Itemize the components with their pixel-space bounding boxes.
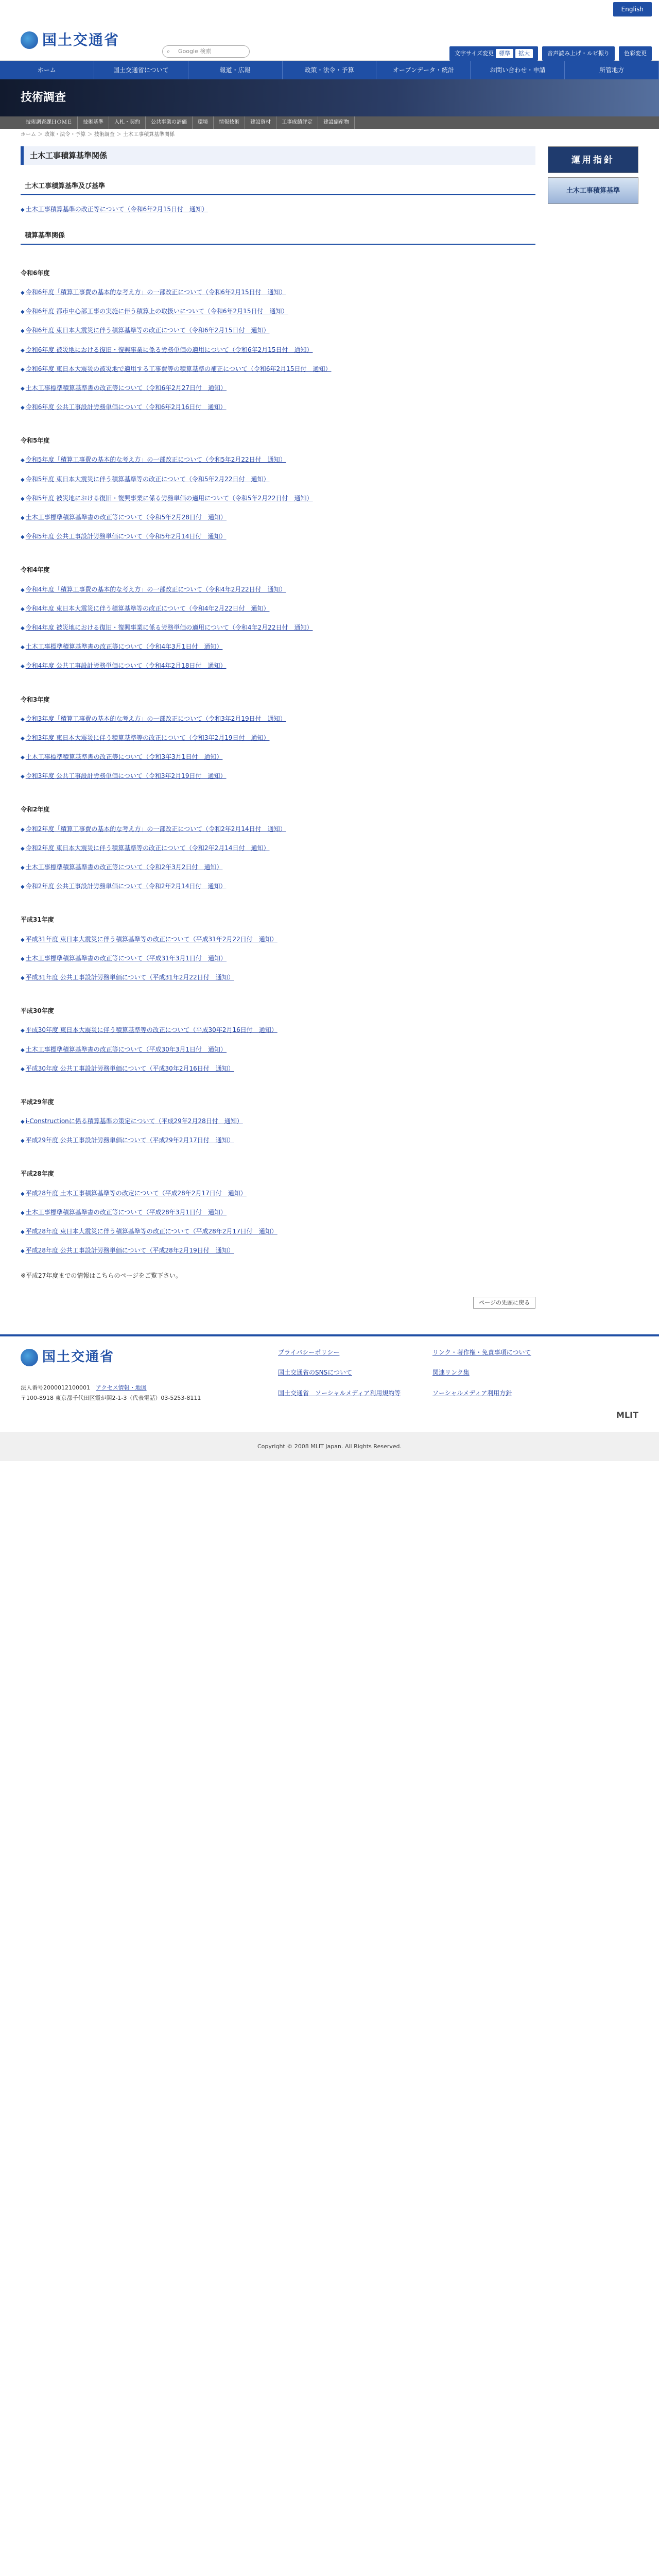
- link-text[interactable]: 平成30年度 公共工事設計労務単価について（平成30年2月16日付 通知）: [25, 1064, 234, 1072]
- document-link[interactable]: [21, 862, 535, 872]
- document-link[interactable]: [21, 935, 535, 944]
- document-link[interactable]: [21, 1136, 535, 1145]
- document-link[interactable]: [21, 364, 535, 374]
- document-link[interactable]: [21, 1246, 535, 1256]
- subnav-item[interactable]: 建設副産物: [318, 116, 355, 129]
- header-tools: [449, 46, 652, 61]
- site-header: [0, 20, 659, 61]
- document-link[interactable]: [21, 771, 535, 781]
- link-text[interactable]: 土木工事標準積算基準書の改正等について（令和2年3月2日付 通知）: [25, 863, 223, 871]
- main-content: [21, 141, 535, 1324]
- color-change-button[interactable]: 色彩変更: [619, 46, 652, 61]
- logo-text: 国土交通省: [42, 31, 120, 48]
- document-link[interactable]: [21, 661, 535, 671]
- sidebar: [548, 141, 638, 1324]
- footer-link[interactable]: プライバシーポリシー: [278, 1349, 340, 1357]
- document-link[interactable]: [21, 1064, 535, 1074]
- link-text[interactable]: 令和2年度 東日本大震災に伴う積算基準等の改正について（令和2年2月14日付 通知）: [25, 844, 270, 852]
- globalnav-item[interactable]: お問い合わせ・申請: [471, 61, 565, 79]
- document-link[interactable]: [21, 1189, 535, 1198]
- footer-address: [21, 1383, 201, 1403]
- section-heading: 積算基準関係: [21, 229, 535, 245]
- link-text[interactable]: 土木工事標準積算基準書の改正等について（平成30年3月1日付 通知）: [25, 1045, 227, 1053]
- year-heading: 令和2年度: [21, 806, 50, 814]
- document-link[interactable]: [21, 1208, 535, 1217]
- footer-logo-text: 国土交通省: [42, 1349, 115, 1365]
- link-text[interactable]: 令和6年度 東日本大震災の被災地で適用する工事費等の積算基準の補正について（令和6年2月15日付 通知）: [25, 365, 332, 372]
- link-text[interactable]: 令和5年度 公共工事設計労務単価について（令和5年2月14日付 通知）: [25, 533, 227, 540]
- globalnav-item[interactable]: 所管地方: [565, 61, 659, 79]
- document-link[interactable]: [21, 1116, 535, 1126]
- link-text[interactable]: 令和5年度「積算工事費の基本的な考え方」の一部改正について（令和5年2月22日付 通知）: [25, 456, 286, 464]
- document-link[interactable]: [21, 513, 535, 522]
- link-text[interactable]: 令和2年度「積算工事費の基本的な考え方」の一部改正について（令和2年2月14日付 通知）: [25, 825, 286, 833]
- sidebar-banner[interactable]: 土木工事積算基準: [548, 177, 638, 204]
- document-link[interactable]: [21, 623, 535, 633]
- access-link[interactable]: アクセス情報・地図: [95, 1384, 147, 1392]
- content-wrapper: [0, 141, 659, 1324]
- document-link[interactable]: [21, 714, 535, 724]
- subnav-item[interactable]: 環境: [193, 116, 214, 129]
- link-text[interactable]: 令和3年度「積算工事費の基本的な考え方」の一部改正について（令和3年2月19日付 通知）: [25, 715, 286, 722]
- document-link[interactable]: [21, 494, 535, 503]
- subnav-item[interactable]: 公共事業の評価: [146, 116, 193, 129]
- document-link[interactable]: [21, 345, 535, 355]
- globalnav-item[interactable]: 報道・広報: [188, 61, 283, 79]
- search-placeholder: Google 検索: [178, 48, 212, 55]
- link-text[interactable]: 令和5年度 被災地における復旧・復興事業に係る労務単価の適用について（令和5年2月22日付 通知）: [25, 494, 313, 502]
- link-text[interactable]: 令和2年度 公共工事設計労務単価について（令和2年2月14日付 通知）: [25, 883, 227, 890]
- subnav-item[interactable]: 入札・契約: [109, 116, 146, 129]
- search-icon: ⌕: [167, 48, 170, 55]
- document-link[interactable]: [21, 532, 535, 541]
- link-text[interactable]: 土木工事積算基準の改正等について（令和6年2月15日付 通知）: [25, 205, 209, 213]
- year-heading: 令和3年度: [21, 696, 50, 703]
- footer-link[interactable]: 国土交通省 ソーシャルメディア利用規約等: [278, 1389, 401, 1397]
- mlit-emblem-icon: [21, 31, 38, 49]
- link-text[interactable]: 平成28年度 公共工事設計労務単価について（平成28年2月19日付 通知）: [25, 1247, 234, 1255]
- global-nav: [0, 61, 659, 79]
- subnav-item[interactable]: 技術基準: [78, 116, 109, 129]
- link-text[interactable]: 土木工事標準積算基準書の改正等について（令和5年2月28日付 通知）: [25, 514, 227, 521]
- document-link[interactable]: [21, 585, 535, 595]
- font-size-control: [449, 46, 538, 61]
- year-heading: 平成28年度: [21, 1170, 54, 1178]
- copyright: Copyright © 2008 MLIT Japan. All Rights Reserved.: [0, 1432, 659, 1461]
- document-link[interactable]: [21, 326, 535, 335]
- document-link[interactable]: [21, 287, 535, 297]
- subnav-item[interactable]: 建設資材: [245, 116, 276, 129]
- search-input[interactable]: [162, 45, 250, 58]
- link-text[interactable]: 令和3年度 公共工事設計労務単価について（令和3年2月19日付 通知）: [25, 772, 227, 780]
- link-text[interactable]: 令和4年度 東日本大震災に伴う積算基準等の改正について（令和4年2月22日付 通知）: [25, 604, 270, 612]
- page-title: 土木工事積算基準関係: [21, 146, 535, 165]
- corp-number: 法人番号2000012100001: [21, 1384, 90, 1392]
- document-link[interactable]: [21, 604, 535, 614]
- site-logo[interactable]: [21, 20, 119, 61]
- back-to-top-button[interactable]: ページの先頭に戻る: [473, 1297, 535, 1309]
- link-text[interactable]: 令和4年度 被災地における復旧・復興事業に係る労務単価の適用について（令和4年2月22日付 通知）: [25, 623, 313, 631]
- link-text[interactable]: 令和4年度 公共工事設計労務単価について（令和4年2月18日付 通知）: [25, 662, 227, 670]
- breadcrumb: ホーム ＞ 政策・法令・予算 ＞ 技術調査 ＞ 土木工事積算基準関係: [21, 132, 175, 138]
- document-link[interactable]: [21, 1025, 535, 1035]
- year-heading: 平成30年度: [21, 1007, 54, 1015]
- document-link[interactable]: [21, 307, 535, 316]
- globalnav-item[interactable]: ホーム: [0, 61, 94, 79]
- top-bar: [0, 0, 659, 20]
- document-link[interactable]: [21, 402, 535, 412]
- year-heading: 令和4年度: [21, 566, 50, 574]
- footer-link[interactable]: リンク・著作権・免責事項について: [432, 1349, 531, 1357]
- document-link[interactable]: [21, 455, 535, 465]
- link-text[interactable]: 令和6年度「積算工事費の基本的な考え方」の一部改正について（令和6年2月15日付 通知）: [25, 288, 286, 296]
- mlit-emblem-icon: [21, 1349, 38, 1366]
- footer-link[interactable]: ソーシャルメディア利用方針: [432, 1389, 512, 1397]
- footer-link[interactable]: 国土交通省のSNSについて: [278, 1369, 352, 1377]
- globalnav-item[interactable]: オープンデータ・統計: [376, 61, 471, 79]
- mlit-mark: MLIT: [616, 1410, 638, 1420]
- link-text[interactable]: 平成28年度 東日本大震災に伴う積算基準等の改正について（平成28年2月17日付 通知）: [25, 1228, 278, 1235]
- document-link[interactable]: [21, 642, 535, 652]
- year-heading: 平成29年度: [21, 1098, 54, 1106]
- document-link[interactable]: [21, 733, 535, 743]
- footer-links: [278, 1348, 587, 1398]
- link-text[interactable]: 平成31年度 東日本大震災に伴う積算基準等の改正について（平成31年2月22日付 通知）: [25, 935, 278, 943]
- document-link[interactable]: [21, 383, 535, 393]
- link-text[interactable]: 令和4年度「積算工事費の基本的な考え方」の一部改正について（令和4年2月22日付 通知）: [25, 585, 286, 593]
- link-text[interactable]: 平成31年度 公共工事設計労務単価について（平成31年2月22日付 通知）: [25, 973, 234, 981]
- sub-nav: [0, 116, 659, 129]
- link-text[interactable]: 土木工事標準積算基準書の改正等について（令和3年3月1日付 通知）: [25, 753, 223, 761]
- year-heading: 平成31年度: [21, 916, 54, 924]
- document-link[interactable]: [21, 205, 535, 214]
- document-link[interactable]: [21, 973, 535, 982]
- globalnav-item[interactable]: 国土交通省について: [94, 61, 188, 79]
- link-text[interactable]: 令和6年度 東日本大震災に伴う積算基準等の改正について（令和6年2月15日付 通知）: [25, 327, 270, 334]
- link-text[interactable]: 土木工事標準積算基準書の改正等について（平成28年3月1日付 通知）: [25, 1208, 227, 1216]
- document-link[interactable]: [21, 843, 535, 853]
- document-link[interactable]: [21, 954, 535, 963]
- section-heading: 土木工事積算基準及び基準: [21, 179, 535, 195]
- year-heading: 令和6年度: [21, 269, 50, 277]
- site-footer: [0, 1334, 659, 1432]
- footer-link[interactable]: 関連リンク集: [432, 1369, 470, 1377]
- year-list: [21, 268, 535, 1256]
- link-text[interactable]: 平成29年度 公共工事設計労務単価について（平成29年2月17日付 通知）: [25, 1137, 234, 1144]
- link-text[interactable]: 土木工事標準積算基準書の改正等について（平成31年3月1日付 通知）: [25, 954, 227, 962]
- address-text: 〒100-8918 東京都千代田区霞が関2-1-3（代表電話）03-5253-8111: [21, 1394, 201, 1401]
- english-button[interactable]: English: [613, 2, 652, 16]
- document-link[interactable]: [21, 824, 535, 834]
- document-link[interactable]: [21, 1227, 535, 1236]
- link-text[interactable]: 土木工事標準積算基準書の改正等について（令和4年3月1日付 通知）: [25, 643, 223, 651]
- link-text[interactable]: 令和6年度 公共工事設計労務単価について（令和6年2月16日付 通知）: [25, 403, 227, 411]
- link-text[interactable]: i-Constructionに係る積算基準の策定について（平成29年2月28日付 通知）: [25, 1117, 243, 1125]
- archive-note: ※平成27年度までの情報はこちらのページをご覧下さい。: [21, 1272, 182, 1280]
- footer-logo[interactable]: [21, 1347, 114, 1368]
- document-link[interactable]: [21, 752, 535, 762]
- link-text[interactable]: 令和5年度 東日本大震災に伴う積算基準等の改正について（令和5年2月22日付 通知）: [25, 475, 270, 483]
- link-text[interactable]: 令和6年度 被災地における復旧・復興事業に係る労務単価の適用について（令和6年2月15日付 通知）: [25, 346, 313, 353]
- font-standard-button[interactable]: 標準: [496, 49, 513, 58]
- font-large-button[interactable]: 拡大: [515, 49, 533, 58]
- sidebar-banner[interactable]: 運用指針: [548, 146, 638, 173]
- back-to-top: [21, 1297, 535, 1309]
- link-text[interactable]: 令和3年度 東日本大震災に伴う積算基準等の改正について（令和3年2月19日付 通知）: [25, 734, 270, 741]
- year-heading: 令和5年度: [21, 437, 50, 445]
- document-link[interactable]: [21, 882, 535, 891]
- section-banner: 技術調査: [0, 79, 659, 116]
- globalnav-item[interactable]: 政策・法令・予算: [283, 61, 377, 79]
- subnav-item[interactable]: 情報技術: [214, 116, 245, 129]
- document-link[interactable]: [21, 1045, 535, 1055]
- font-size-label: 文字サイズ変更: [454, 50, 494, 57]
- link-text[interactable]: 令和6年度 都市中心部工事の実施に伴う積算上の取扱いについて（令和6年2月15日付 通知）: [25, 308, 288, 315]
- link-text[interactable]: 平成28年度 土木工事積算基準等の改定について（平成28年2月17日付 通知）: [25, 1189, 247, 1197]
- subnav-item[interactable]: 技術調査課ＨＯＭＥ: [21, 116, 78, 129]
- subnav-item[interactable]: 工事成績評定: [276, 116, 318, 129]
- link-text[interactable]: 平成30年度 東日本大震災に伴う積算基準等の改正について（平成30年2月16日付 通知）: [25, 1026, 278, 1034]
- link-text[interactable]: 土木工事標準積算基準書の改正等について（令和6年2月27日付 通知）: [25, 384, 227, 392]
- document-link[interactable]: [21, 474, 535, 484]
- readout-button[interactable]: 音声読み上げ・ルビ振り: [542, 46, 615, 61]
